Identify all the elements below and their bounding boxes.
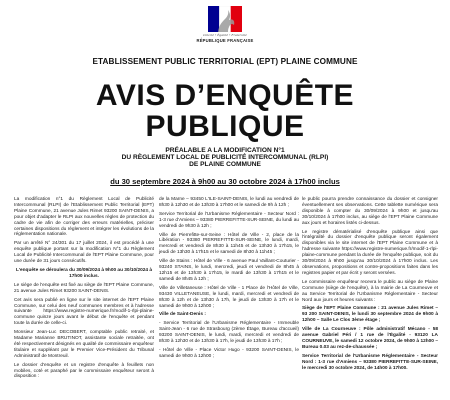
motto: Liberté • Égalité • Fraternité [203,33,247,37]
notice-title-line-2: PUBLIQUE [145,110,305,143]
col2-paragraph-7: - Service Territorial de l'Urbanisme Réglementaire - Immeuble Saint-Jean - 6 rue de Strasbourg (2ème Étage, Bureau d'accueil) 93200 SAINT-DENIS, le lundi, mardi, mercredi et vendredi de 8h30 à 12h30 et de 13h30 à 17h, le jeudi de 13h30 à 17h ; [159,321,299,345]
enquiry-dates [0,177,450,186]
col2-paragraph-2: Service Territorial de l'Urbanisme Réglementaire - Secteur Nord : 1-3 rue d'Amiens – 93380 PIERREFITTE-SUR-SEINE, du lundi au vendredi de 9h30 à 12h ; [159,211,299,229]
col1-paragraph-1: La modification n°1 du Règlement Local de Publicité Intercommunal (RLPI) de l'Etablissement Public Territorial (EPT) Plaine Commune, 21 avenue Jules Rimet 93200 SAINT-DENIS, a pour objet d'adapter le RLPI aux nouvelles règles de protection du cadre de vie afin de corriger des erreurs matérielles, préciser certaines dispositions du règlement et intégrer les évolutions de la réglementation nationale. [14,197,154,238]
column-3 [302,197,438,374]
col3-paragraph-4 [302,306,438,324]
col2-saint-denis-heading: Ville de Saint-Denis : [159,312,206,318]
col1-paragraph-2: Par un arrêté N° 24/301 du 17 juillet 2024, il est procédé à une enquête publique portant sur la modification N°1 du Règlement Local de Publicité Intercommunal de l'EPT Plaine Commune, pour une durée de 31 jours consécutifs. [14,241,154,265]
col3-courneuve-session: Ville de La Courneuve : Pôle administratif Mécano - 58 avenue Gabriel Péri / 1 rue de l'Égalité - 93120 LA COURNEUVE, le samedi 12 octobre 2024, de 9h00 à 12h00 – Bureau 0.03 au rez-de-chaussée ; [302,327,438,350]
col1-paragraph-3 [14,268,154,280]
notice-title-line-1: AVIS D’ENQUÊTE [95,79,355,112]
column-2 [159,197,299,363]
enquiry-dates-text: du 30 septembre 2024 à 9h00 au 30 octobre 2024 à 17h00 inclus [110,177,340,186]
subtitle-line-1: PRÉALABLE A LA MODIFICATION N°1 [165,147,285,154]
col1-paragraph-5: Cet avis sera publié en ligne sur le site internet de l'EPT Plaine Commune, sur celui des neuf communes membres et à l'adresse suivante https://www.registre-numerique.fr/modif-1-rlpi-plaine-commune quinze jours avant le début de l'enquête et pendant toute la durée de celle-ci. [14,297,154,327]
marianne-flag-icon [208,6,242,32]
column-1 [14,197,154,383]
col1-paragraph-7: Le dossier d'enquête et un registre d'enquête à feuillets non mobiles, coté et paraphé par le commissaire enquêteur seront à disposition : [14,362,154,380]
col2-paragraph-5: Ville de Villetaneuse : Hôtel de Ville - 1 Place de l'Hôtel de Ville, 93430 VILLETANEUSE, le lundi, mardi, mercredi et vendredi de 8h30 à 12h et de 13h30 à 17h, le jeudi de 13h30 à 17h et le samedi de 9h00 à 12h00 ; [159,285,299,309]
col1-enquiry-period: L'enquête se déroulera du 30/09/2024 à 9h00 au 30/10/2024 à 17h00 inclus. [15,267,153,279]
col2-paragraph-6 [159,312,299,318]
col3-secteur-nord-session: Service Territorial de l'Urbanisme Réglementaire - Secteur Nord : 1-3 rue d'Amiens – 93380 PIERREFITTE-SUR-SEINE, le mercredi 30 octobre 2024, de 14h00 à 17h00. [302,353,438,371]
col3-paragraph-1: le public pourra prendre connaissance du dossier et consigner éventuellement ses observations. Cette tablette numérique sera disponible à compter du 30/09/2024 à 9h00 et jusqu'au 30/10/2024 à 17h00 inclus, au siège de l'EPT Plaine Commune aux jours et horaires listés ci-dessus. [302,197,438,226]
col3-paragraph-3: Le commissaire enquêteur recevra le public au siège de Plaine Commune (siège de l'enquête), à la mairie de La Courneuve et au Service Territorial de l'Urbanisme Réglementaire - Secteur Nord aux jours et heures suivants : [302,279,438,303]
col3-paragraph-2: Le registre dématérialisé d'enquête publique ainsi que l'intégralité du dossier d'enquête publique seront également disponibles via le site internet de l'EPT Plaine Commune et à l'adresse suivante https://www.registre-numerique.fr/modif-1-rlpi-plaine-commune pendant la durée de l'enquête publique, soit du 30/09/2024 à 9h00 jusqu'au 30/10/2024 à 17h00 inclus. Les observations, propositions et contre-propositions faites dans les registres papier et par écrit y seront versées. [302,229,438,276]
col2-paragraph-8: - Hôtel de Ville - Place Victor Hugo - 93200 SAINT-DENIS, le samedi de 9h00 à 12h00 ; [159,347,299,359]
col3-siege-session: Siège de l'EPT Plaine Commune : 21 avenue Jules Rimet – 93 200 SAINT-DENIS, le lundi 30 septembre 2024 de 9h00 à 12h00 – Salle Le Clos 3ème étage ; [302,306,438,324]
subtitle-line-2: DU RÈGLEMENT LOCAL DE PUBLICITÉ INTERCOMMUNAL (RLPI) [121,154,329,161]
col3-paragraph-6 [302,354,438,372]
republic-label: RÉPUBLIQUE FRANÇAISE [196,38,254,43]
col2-paragraph-1: de la Marne – 93450 L'ILE-SAINT-DENIS, le lundi au vendredi de 8h30 à 12h30 et de 13h30 à 17h00 et le samedi de 9h à 12h ; [159,197,299,208]
republique-francaise-logo [183,6,267,48]
organization-title: ETABLISSEMENT PUBLIC TERRITORIAL (EPT) PLAINE COMMUNE [92,57,358,66]
col1-paragraph-6: Monsieur Jean-Luc DECOBERT, comptable public retraité, et Madame Marianne BRUTINOT, assistante sociale retraitée, ont été respectivement désignés en qualité de commissaire enquêteur titulaire et suppléant par le Premier Vice-Président du Tribunal Administratif de Montreuil. [14,330,154,359]
col2-paragraph-4: Ville de Stains : Hôtel de Ville - 6 avenue Paul Vaillant-Couturier - 93240 STAINS, le lundi, mercredi, jeudi et vendredi de 8h45 à 12h15 et de 13h30 à 17h15, le mardi de 13h30 à 17h15 et le samedi de 8h45 à 12h ; [159,259,299,282]
col2-paragraph-3: Ville de Pierrefitte-sur-Seine : Hôtel de Ville - 2, place de la Libération - 93380 PIERREFITTE-SUR-SEINE, le lundi, mardi, mercredi et vendredi de 8h30 à 11h45 et de 13h30 à 17h15, le jeudi de 13h30 à 17h15 et le samedi de 8h30 à 11h45 ; [159,232,299,256]
subtitle-line-3: DE PLAINE COMMUNE [189,161,261,168]
col1-paragraph-4: Le siège de l'enquête est fixé au siège de l'EPT Plaine Commune, 21 avenue Jules Rimet 93200 SAINT-DENIS. [14,282,154,294]
col3-paragraph-5 [302,327,438,351]
